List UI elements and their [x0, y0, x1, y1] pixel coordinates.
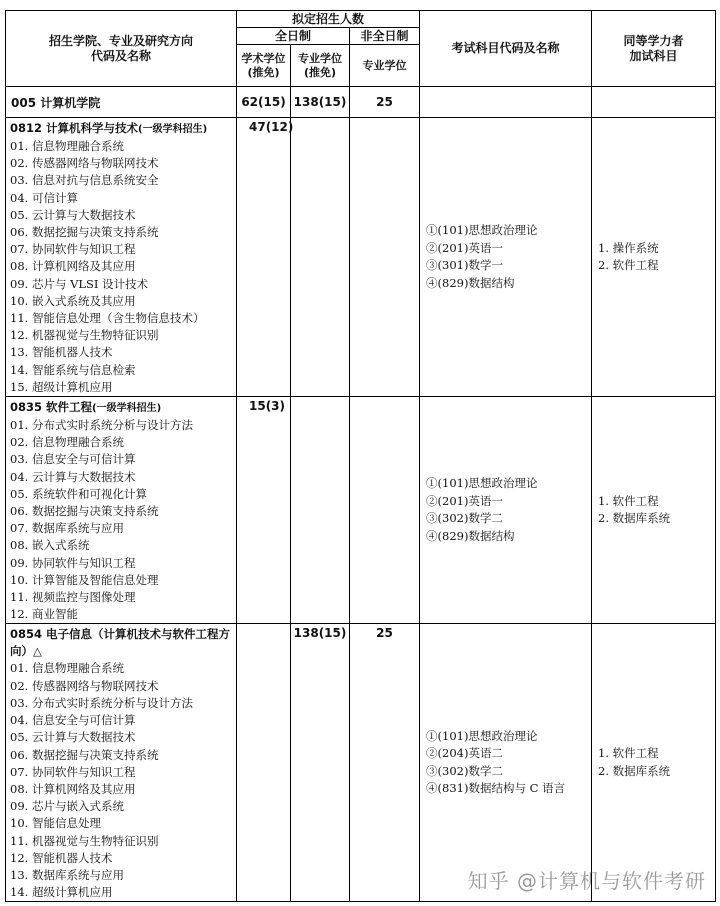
header-fulltime-label: 全日制 [274, 28, 311, 43]
college-exam-empty [420, 87, 592, 118]
major-professional-0854: 138(15) [291, 624, 350, 902]
major-academic-0854 [237, 624, 291, 902]
extra-item: 1. 软件工程 [598, 746, 659, 761]
direction-item: 04. 信息安全与可信计算 [10, 713, 136, 728]
direction-list-0812 [6, 138, 236, 396]
major-title-text: 0812 计算机科学与技术 [10, 121, 139, 135]
header-professional-part [350, 45, 420, 87]
direction-item: 04. 可信计算 [10, 190, 78, 205]
extra-item: 2. 数据库系统 [598, 763, 671, 778]
subject-item: ①(101)思想政治理论 [426, 728, 538, 743]
subject-item: ③(301)数学一 [426, 258, 503, 273]
header-professional-label: 专业学位 (推免) [298, 51, 342, 79]
subject-item: ③(302)数学二 [426, 763, 503, 778]
direction-item: 07. 协同软件与知识工程 [10, 242, 136, 257]
major-academic-0812: 47(12) [237, 118, 291, 397]
subject-item: ④(831)数据结构与 C 语言 [426, 781, 566, 796]
subject-item: ②(204)英语二 [426, 746, 503, 761]
direction-item: 02. 信息物理融合系统 [10, 435, 124, 450]
major-title-0812 [6, 118, 236, 138]
direction-item: 05. 云计算与大数据技术 [10, 207, 136, 222]
header-planned-label: 拟定招生人数 [292, 11, 365, 26]
direction-item: 11. 机器视觉与生物特征识别 [10, 833, 159, 848]
exam-subjects-0812 [420, 118, 592, 397]
direction-item: 11. 智能信息处理（含生物信息技术） [10, 311, 205, 326]
extra-list [592, 493, 715, 528]
direction-item: 06. 数据挖掘与决策支持系统 [10, 747, 159, 762]
major-title-0835 [6, 397, 236, 417]
header-major-label: 招生学院、专业及研究方向 代码及名称 [48, 33, 193, 63]
direction-item: 06. 数据挖掘与决策支持系统 [10, 504, 159, 519]
direction-item: 03. 分布式实时系统分析与设计方法 [10, 695, 193, 710]
header-professional [291, 45, 350, 87]
major-parttime-0835 [350, 397, 420, 624]
major-professional-0835 [291, 397, 350, 624]
direction-item: 09. 协同软件与知识工程 [10, 555, 136, 570]
direction-item: 03. 信息安全与可信计算 [10, 452, 136, 467]
header-extra-label: 同等学力者 加试科目 [623, 33, 684, 63]
header-extra [592, 11, 716, 87]
direction-item: 15. 超级计算机应用 [10, 379, 113, 394]
college-row [6, 87, 716, 118]
subject-item: ①(101)思想政治理论 [426, 476, 538, 491]
major-title-note: (一级学科招生) [138, 124, 208, 135]
direction-item: 02. 传感器网络与物联网技术 [10, 156, 159, 171]
direction-item: 12. 商业智能 [10, 607, 78, 622]
header-fulltime [237, 28, 350, 45]
major-parttime-0854: 25 [350, 624, 420, 902]
direction-list-0835 [6, 417, 236, 623]
college-professional: 138(15) [291, 87, 350, 118]
direction-item: 12. 智能机器人技术 [10, 850, 113, 865]
college-extra-empty [592, 87, 716, 118]
direction-item: 10. 嵌入式系统及其应用 [10, 293, 136, 308]
major-title-text: 0835 软件工程 [10, 400, 93, 415]
extra-subjects-0812 [592, 118, 716, 397]
extra-item: 1. 操作系统 [598, 240, 659, 255]
exam-subjects-0835 [420, 397, 592, 624]
direction-item: 07. 协同软件与知识工程 [10, 764, 136, 779]
direction-item: 09. 芯片与嵌入式系统 [10, 799, 124, 814]
subject-item: ②(201)英语一 [426, 240, 503, 255]
major-academic-0835: 15(3) [237, 397, 291, 624]
header-planned [237, 11, 420, 28]
header-exam-label: 考试科目代码及名称 [451, 41, 560, 55]
direction-item: 08. 计算机网络及其应用 [10, 259, 136, 274]
extra-item: 2. 软件工程 [598, 258, 659, 273]
extra-list [592, 745, 715, 780]
direction-item: 07. 数据库系统与应用 [10, 521, 124, 536]
extra-item: 2. 数据库系统 [598, 511, 671, 526]
extra-subjects-0835 [592, 397, 716, 624]
major-row-0835 [6, 397, 716, 624]
direction-item: 08. 嵌入式系统 [10, 538, 90, 553]
college-name-cell [6, 87, 237, 118]
header-academic-label: 学术学位 (推免) [241, 51, 286, 79]
admissions-table [5, 10, 716, 902]
major-title-note: (一级学科招生) [92, 403, 162, 415]
subject-item: ④(829)数据结构 [426, 275, 515, 290]
extra-subjects-0854 [592, 624, 716, 902]
major-row-0854 [6, 624, 716, 902]
direction-item: 14. 超级计算机应用 [10, 885, 113, 900]
direction-item: 01. 分布式实时系统分析与设计方法 [10, 418, 193, 433]
subject-item: ④(829)数据结构 [426, 528, 515, 543]
direction-item: 02. 传感器网络与物联网技术 [10, 678, 159, 693]
major-cell-0835 [6, 397, 237, 624]
header-major [6, 11, 237, 87]
direction-item: 05. 云计算与大数据技术 [10, 730, 136, 745]
direction-item: 08. 计算机网络及其应用 [10, 781, 136, 796]
subject-list [420, 475, 591, 545]
direction-item: 09. 芯片与 VLSI 设计技术 [10, 276, 149, 291]
major-cell-0812 [6, 118, 237, 397]
college-name: 005 计算机学院 [11, 95, 101, 110]
direction-item: 13. 智能机器人技术 [10, 345, 113, 360]
header-academic [237, 45, 291, 87]
direction-item: 10. 计算智能及智能信息处理 [10, 572, 159, 587]
direction-item: 12. 机器视觉与生物特征识别 [10, 328, 159, 343]
major-professional-0812 [291, 118, 350, 397]
subject-list [420, 728, 591, 798]
college-parttime: 25 [350, 87, 420, 118]
subject-list [420, 222, 591, 292]
major-title-text: 0854 电子信息（计算机技术与软件工程方向）△ [10, 627, 231, 659]
subject-item: ①(101)思想政治理论 [426, 223, 538, 238]
header-parttime [350, 28, 420, 45]
subject-item: ③(302)数学二 [426, 511, 503, 526]
extra-list [592, 240, 715, 275]
subject-item: ②(201)英语一 [426, 493, 503, 508]
header-professional-part-label: 专业学位 [362, 58, 407, 72]
direction-item: 01. 信息物理融合系统 [10, 139, 124, 153]
major-row-0812 [6, 118, 716, 397]
watermark: 知乎 @计算机与软件考研 [467, 869, 706, 893]
header-parttime-label: 非全日制 [360, 28, 409, 43]
direction-item: 14. 智能系统与信息检索 [10, 362, 136, 377]
extra-item: 1. 软件工程 [598, 493, 659, 508]
header-exam [420, 11, 592, 87]
direction-item: 04. 云计算与大数据技术 [10, 469, 136, 484]
direction-item: 11. 视频监控与图像处理 [10, 590, 136, 605]
major-parttime-0812 [350, 118, 420, 397]
direction-item: 03. 信息对抗与信息系统安全 [10, 173, 159, 188]
direction-item: 01. 信息物理融合系统 [10, 661, 124, 676]
direction-item: 10. 智能信息处理 [10, 816, 101, 831]
college-academic: 62(15) [237, 87, 291, 118]
major-title-0854 [6, 624, 236, 660]
direction-list-0854 [6, 660, 236, 901]
direction-item: 06. 数据挖掘与决策支持系统 [10, 225, 159, 240]
direction-item: 13. 数据库系统与应用 [10, 867, 124, 882]
exam-subjects-0854 [420, 624, 592, 902]
direction-item: 05. 系统软件和可视化计算 [10, 486, 147, 501]
major-cell-0854 [6, 624, 237, 902]
